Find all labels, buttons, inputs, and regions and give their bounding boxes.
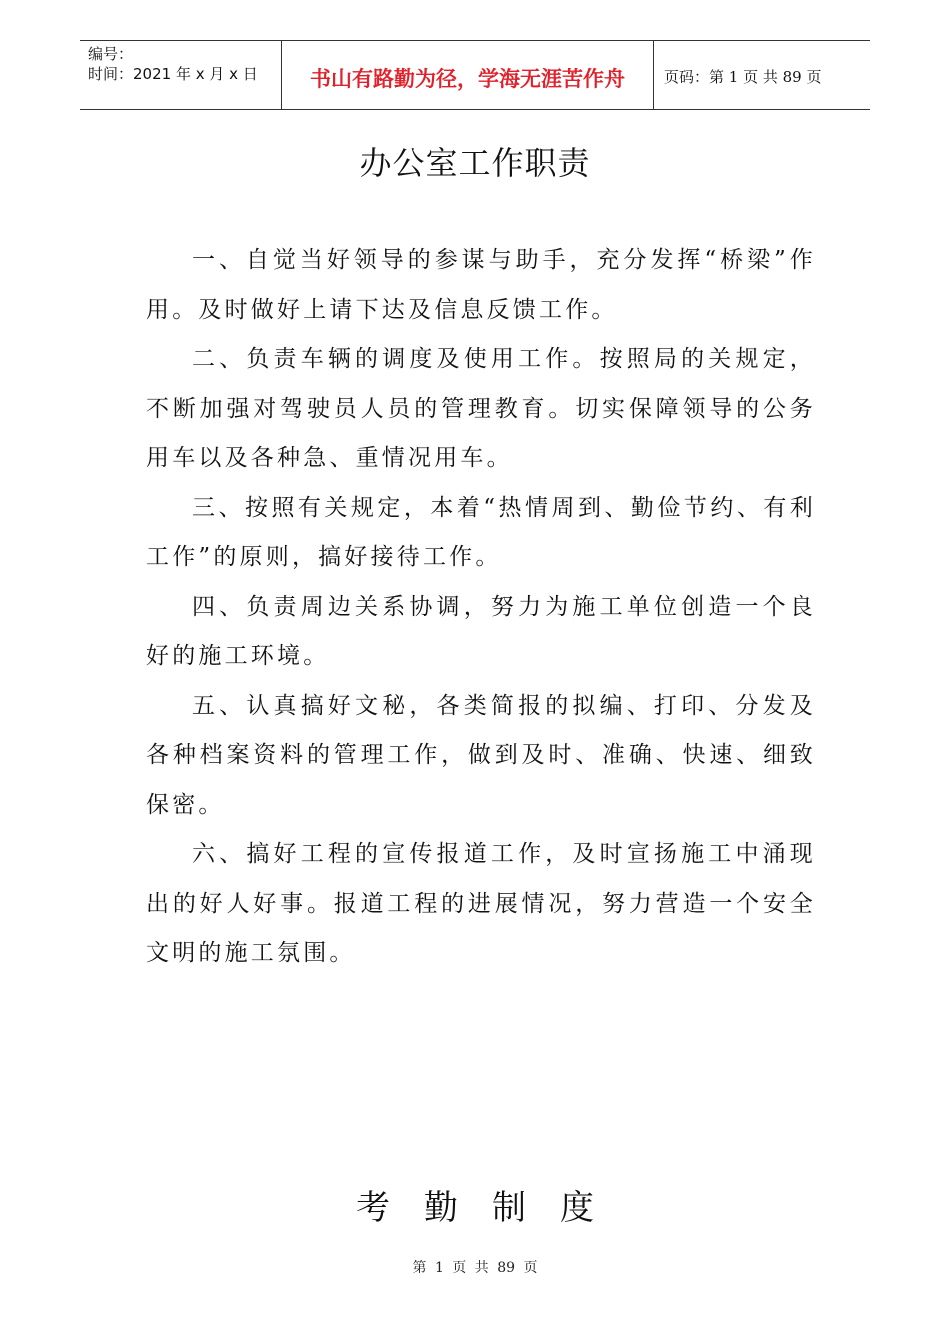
duty-paragraph: 二、负责车辆的调度及使用工作。按照局的关规定，不断加强对驾驶员人员的管理教育。切实保障领导的公务用车以及各种急、重情况用车。 <box>146 346 816 471</box>
duty-paragraph: 四、负责周边关系协调，努力为施工单位创造一个良好的施工环境。 <box>146 593 816 669</box>
document-header <box>80 40 870 110</box>
header-motto: 书山有路勤为径，学海无涯苦作舟 <box>281 41 654 109</box>
header-page-info: 页码：第 1 页 共 89 页 <box>664 67 822 86</box>
header-meta <box>80 41 281 109</box>
duty-list <box>146 236 816 979</box>
duty-paragraph: 六、搞好工程的宣传报道工作，及时宣扬施工中涌现出的好人好事。报道工程的进展情况，努力营造一个安全文明的施工氛围。 <box>146 841 816 966</box>
duty-paragraph: 三、按照有关规定，本着“热情周到、勤俭节约、有利工作”的原则，搞好接待工作。 <box>146 494 816 570</box>
section-title: 考勤制度 <box>356 1188 628 1228</box>
page-title: 办公室工作职责 <box>359 144 591 182</box>
duty-paragraph: 五、认真搞好文秘，各类简报的拟编、打印、分发及各种档案资料的管理工作，做到及时、准确、快速、细致保密。 <box>146 692 816 818</box>
document-time-label: 时间：2021 年 x 月 x 日 <box>88 65 258 83</box>
duty-paragraph: 一、自觉当好领导的参谋与助手，充分发挥“桥梁”作用。及时做好上请下达及信息反馈工作。 <box>146 247 816 323</box>
document-number-label: 编号： <box>88 45 134 63</box>
page-footer: 第 1 页 共 89 页 <box>412 1260 538 1276</box>
